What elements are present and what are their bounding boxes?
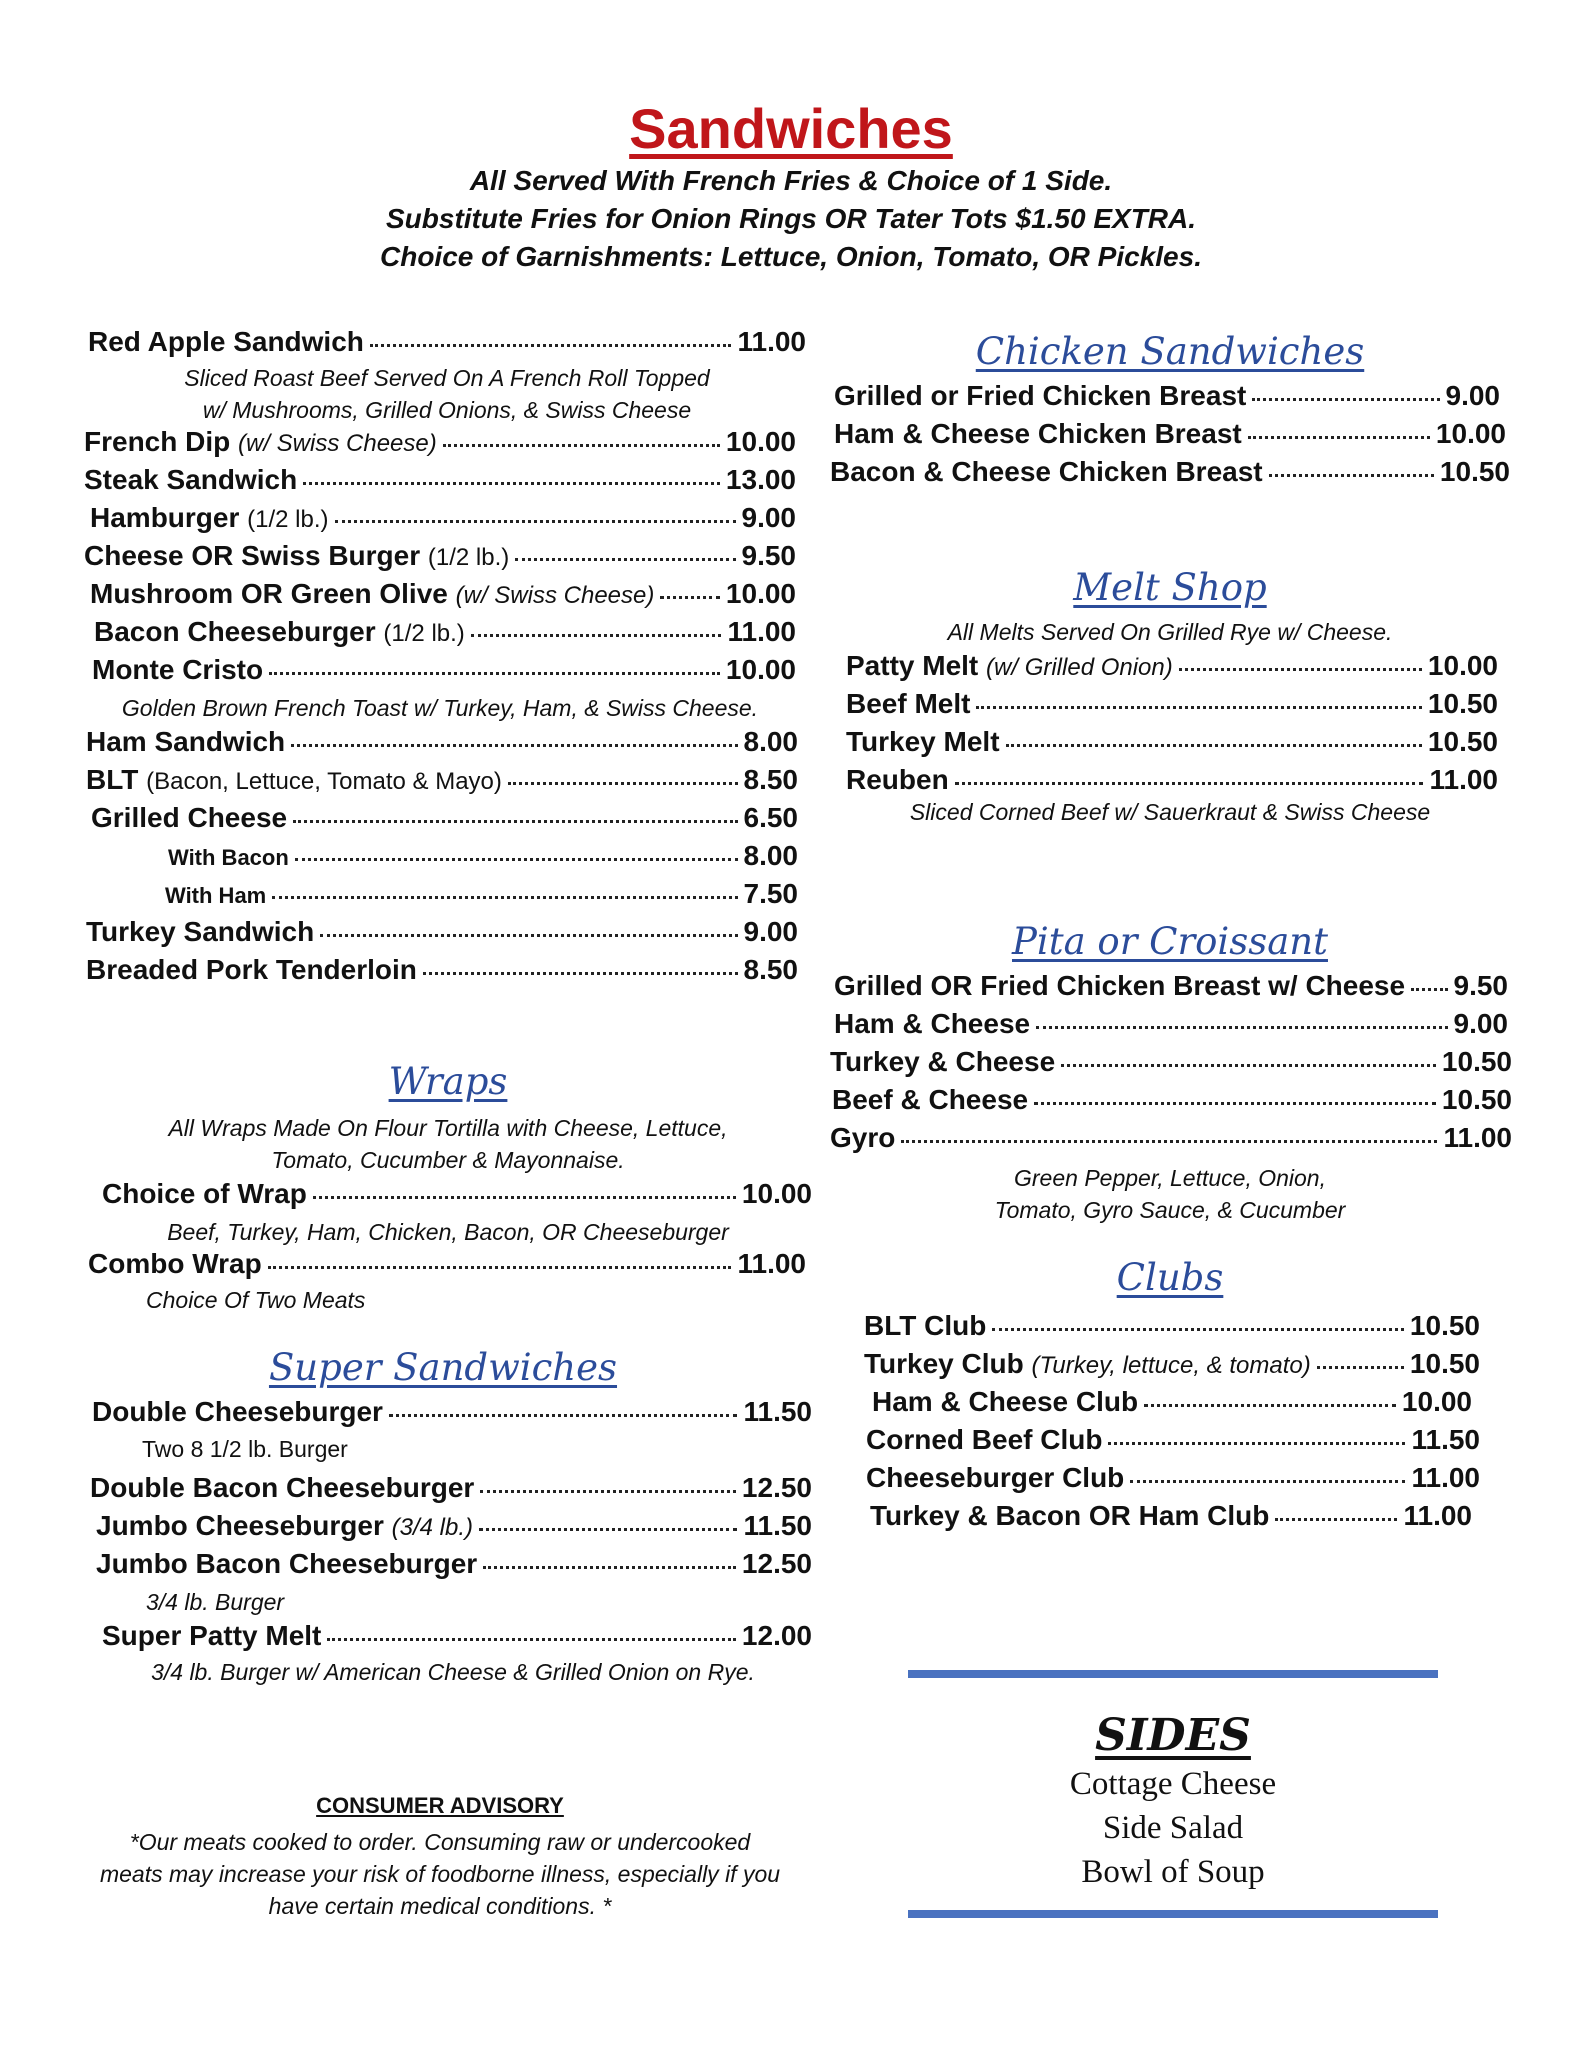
item-name: Grilled Cheese — [91, 802, 288, 833]
sides-list — [908, 1766, 1438, 1898]
advisory-line-1: *Our meats cooked to order. Consuming raw or undercooked — [129, 1829, 751, 1855]
item-price: 8.00 — [743, 840, 798, 871]
item-price: 11.00 — [1403, 1500, 1472, 1531]
wraps-list — [102, 1178, 812, 1216]
wraps-list-2 — [88, 1248, 806, 1286]
section-description: Tomato, Cucumber & Mayonnaise. — [271, 1147, 625, 1173]
item-price: 10.50 — [1441, 1046, 1512, 1077]
section-heading-clubs: Clubs — [1116, 1256, 1224, 1299]
item-name: Grilled OR Fried Chicken Breast w/ Cheese — [834, 970, 1406, 1001]
item-price: 8.00 — [743, 726, 798, 757]
menu-item-bacon-cheese-chicken — [830, 456, 1510, 494]
menu-item-pita-ham — [834, 1008, 1508, 1046]
item-price: 7.50 — [743, 878, 798, 909]
leader-dots — [313, 1195, 736, 1199]
item-price: 10.50 — [1409, 1310, 1480, 1341]
item-price: 9.00 — [1445, 380, 1500, 411]
item-description: Golden Brown French Toast w/ Turkey, Ham, & Swiss Cheese. — [121, 695, 759, 721]
leader-dots — [660, 595, 720, 599]
leader-dots — [1179, 667, 1422, 671]
leader-dots — [1252, 397, 1439, 401]
item-note: (1/2 lb.) — [247, 506, 329, 533]
menu-item-steak — [84, 464, 796, 502]
menu-item-mushroom-olive — [90, 578, 796, 616]
item-description: 3/4 lb. Burger w/ American Cheese & Grilled Onion on Rye. — [151, 1659, 755, 1685]
item-note: (w/ Swiss Cheese) — [455, 582, 655, 609]
chicken-list — [830, 380, 1510, 494]
menu-item-pork-tenderloin — [86, 954, 798, 992]
menu-item-blt — [86, 764, 798, 802]
item-name: Ham & Cheese Chicken Breast — [834, 418, 1242, 449]
header-line-1: All Served With French Fries & Choice of 1 Side. — [469, 165, 1113, 196]
item-price: 10.00 — [741, 1178, 812, 1209]
item-price: 12.50 — [741, 1472, 812, 1503]
item-name: Turkey Sandwich — [86, 916, 315, 947]
leader-dots — [1144, 1403, 1396, 1407]
leader-dots — [327, 1637, 736, 1641]
section-heading-wraps: Wraps — [388, 1060, 508, 1103]
item-description: w/ Mushrooms, Grilled Onions, & Swiss Cheese — [202, 397, 692, 423]
section-heading-pita: Pita or Croissant — [1012, 920, 1328, 963]
leader-dots — [269, 671, 720, 675]
item-price: 11.00 — [737, 326, 806, 357]
leader-dots — [976, 705, 1421, 709]
item-price: 11.50 — [1411, 1424, 1480, 1455]
side-item: Side Salad — [1102, 1810, 1244, 1846]
item-name: Ham Sandwich — [86, 726, 286, 757]
item-price: 10.50 — [1441, 1084, 1512, 1115]
menu-item-beef-melt — [846, 688, 1498, 726]
item-price: 10.50 — [1439, 456, 1510, 487]
item-name: Double Cheeseburger — [92, 1396, 383, 1427]
section-heading-melt-shop: Melt Shop — [1073, 566, 1267, 609]
super-list — [92, 1396, 812, 1434]
item-price: 8.50 — [743, 764, 798, 795]
leader-dots — [423, 971, 738, 975]
item-price: 11.00 — [1411, 1462, 1480, 1493]
item-name: Cheese OR Swiss Burger — [84, 540, 421, 571]
item-name: Beef & Cheese — [832, 1084, 1029, 1115]
leader-dots — [479, 1527, 737, 1531]
advisory-line-2: meats may increase your risk of foodborne illness, especially if you — [99, 1861, 781, 1887]
menu-item-jumbo-cheeseburger — [96, 1510, 812, 1548]
leader-dots — [1130, 1479, 1405, 1483]
leader-dots — [443, 443, 720, 447]
leader-dots — [1248, 435, 1430, 439]
item-name: Breaded Pork Tenderloin — [86, 954, 417, 985]
item-price: 11.50 — [743, 1510, 812, 1541]
item-name: Turkey & Cheese — [830, 1046, 1056, 1077]
item-name: Patty Melt — [846, 650, 979, 681]
item-description: Sliced Corned Beef w/ Sauerkraut & Swiss Cheese — [909, 799, 1431, 825]
item-price: 10.00 — [725, 654, 796, 685]
sides-title: SIDES — [1095, 1710, 1251, 1761]
page-title: Sandwiches — [629, 97, 953, 160]
pita-list — [830, 970, 1512, 1160]
item-name: Corned Beef Club — [866, 1424, 1103, 1455]
menu-item-ham-cheese-chicken — [834, 418, 1506, 456]
item-price: 10.00 — [1435, 418, 1506, 449]
leader-dots — [955, 781, 1424, 785]
menu-item-red-apple — [88, 326, 806, 364]
item-description: Tomato, Gyro Sauce, & Cucumber — [994, 1197, 1346, 1223]
item-name: Turkey Club — [864, 1348, 1024, 1379]
menu-item-bacon-cheeseburger — [94, 616, 796, 654]
item-price: 10.00 — [725, 426, 796, 457]
section-description: All Melts Served On Grilled Rye w/ Cheese. — [947, 619, 1393, 645]
menu-item-gyro — [830, 1122, 1512, 1160]
item-name: Beef Melt — [846, 688, 971, 719]
item-description: Two 8 1/2 lb. Burger — [142, 1436, 348, 1462]
menu-item-pita-chicken — [834, 970, 1508, 1008]
item-name: Jumbo Cheeseburger — [96, 1510, 384, 1541]
leader-dots — [508, 781, 738, 785]
sides-top-rule — [908, 1670, 1438, 1678]
menu-item-grilled-cheese — [91, 802, 798, 840]
item-price: 10.00 — [1401, 1386, 1472, 1417]
menu-item-turkey — [86, 916, 798, 954]
item-price: 9.00 — [743, 916, 798, 947]
leader-dots — [1108, 1441, 1405, 1445]
menu-item-choice-of-wrap — [102, 1178, 812, 1216]
menu-item-patty-melt — [846, 650, 1498, 688]
leader-dots — [992, 1327, 1404, 1331]
item-name: Bacon & Cheese Chicken Breast — [830, 456, 1263, 487]
menu-item-cheese-burger — [84, 540, 796, 578]
item-note: (w/ Grilled Onion) — [986, 654, 1173, 681]
item-note: (w/ Swiss Cheese) — [238, 430, 437, 457]
sandwiches-list-2 — [84, 426, 796, 692]
menu-item-turkey-club — [864, 1348, 1480, 1386]
item-price: 11.00 — [1443, 1122, 1512, 1153]
leader-dots — [320, 933, 737, 937]
leader-dots — [480, 1489, 736, 1493]
menu-item-blt-club — [864, 1310, 1480, 1348]
leader-dots — [1317, 1365, 1404, 1369]
leader-dots — [1269, 473, 1434, 477]
leader-dots — [901, 1139, 1437, 1143]
item-description: Sliced Roast Beef Served On A French Roll Topped — [184, 365, 710, 391]
section-heading-super-sandwiches: Super Sandwiches — [268, 1346, 618, 1389]
leader-dots — [1036, 1025, 1447, 1029]
melt-list — [846, 650, 1498, 802]
leader-dots — [1034, 1101, 1436, 1105]
item-note: (Bacon, Lettuce, Tomato & Mayo) — [146, 768, 502, 795]
menu-item-turkey-bacon-club — [870, 1500, 1472, 1538]
leader-dots — [291, 743, 737, 747]
header-line-3: Choice of Garnishments: Lettuce, Onion, Tomato, OR Pickles. — [380, 241, 1202, 272]
item-note: (1/2 lb.) — [427, 544, 510, 571]
item-name: Choice of Wrap — [102, 1178, 307, 1209]
super-list-3 — [102, 1620, 812, 1658]
menu-item-pita-beef — [832, 1084, 1512, 1122]
item-price: 11.00 — [727, 616, 796, 647]
item-name: Hamburger — [90, 502, 240, 533]
item-name: Reuben — [846, 764, 949, 795]
menu-item-monte-cristo — [92, 654, 796, 692]
menu-item-with-bacon — [168, 840, 798, 878]
menu-item-pita-turkey — [830, 1046, 1512, 1084]
menu-item-ham-cheese-club — [872, 1386, 1472, 1424]
item-price: 12.00 — [741, 1620, 812, 1651]
item-price: 10.50 — [1427, 726, 1498, 757]
clubs-list — [864, 1310, 1480, 1538]
leader-dots — [295, 857, 738, 861]
item-name: Steak Sandwich — [84, 464, 298, 495]
leader-dots — [1411, 987, 1447, 991]
leader-dots — [268, 1265, 732, 1269]
item-name: Grilled or Fried Chicken Breast — [834, 380, 1247, 411]
menu-item-cheeseburger-club — [866, 1462, 1480, 1500]
item-price: 10.00 — [1427, 650, 1498, 681]
item-price: 9.00 — [1453, 1008, 1508, 1039]
advisory-line-3: have certain medical conditions. * — [268, 1893, 612, 1919]
menu-item-french-dip — [84, 426, 796, 464]
item-price: 10.50 — [1409, 1348, 1480, 1379]
item-price: 11.00 — [1429, 764, 1498, 795]
item-name: With Ham — [165, 883, 267, 908]
sides-bottom-rule — [908, 1910, 1438, 1918]
item-name: Red Apple Sandwich — [88, 326, 364, 357]
item-name: Monte Cristo — [92, 654, 264, 685]
leader-dots — [389, 1413, 738, 1417]
leader-dots — [1061, 1063, 1436, 1067]
item-name: With Bacon — [168, 845, 289, 870]
menu-item-double-cheeseburger — [92, 1396, 812, 1434]
item-note: (3/4 lb.) — [391, 1514, 474, 1541]
item-name: Cheeseburger Club — [866, 1462, 1125, 1493]
item-price: 9.50 — [1453, 970, 1508, 1001]
item-name: Jumbo Bacon Cheeseburger — [96, 1548, 478, 1579]
item-price: 8.50 — [743, 954, 798, 985]
item-price: 12.50 — [741, 1548, 812, 1579]
item-name: Combo Wrap — [88, 1248, 262, 1279]
item-name: Turkey Melt — [846, 726, 1000, 757]
item-name: Double Bacon Cheeseburger — [90, 1472, 475, 1503]
item-price: 6.50 — [743, 802, 798, 833]
item-description: Beef, Turkey, Ham, Chicken, Bacon, OR Cheeseburger — [167, 1219, 729, 1245]
menu-item-turkey-melt — [846, 726, 1498, 764]
side-item: Cottage Cheese — [1069, 1766, 1277, 1802]
leader-dots — [272, 895, 737, 899]
item-price: 11.50 — [743, 1396, 812, 1427]
side-item: Bowl of Soup — [1081, 1854, 1265, 1890]
menu-item-grilled-fried-chicken — [834, 380, 1500, 418]
header-line-2: Substitute Fries for Onion Rings OR Tater Tots $1.50 EXTRA. — [385, 203, 1197, 234]
leader-dots — [515, 557, 735, 561]
item-name: Gyro — [830, 1122, 896, 1153]
item-price: 10.50 — [1427, 688, 1498, 719]
item-price: 9.00 — [741, 502, 796, 533]
item-name: Turkey & Bacon OR Ham Club — [870, 1500, 1270, 1531]
menu-item-hamburger — [90, 502, 796, 540]
leader-dots — [303, 481, 720, 485]
leader-dots — [483, 1565, 736, 1569]
section-heading-chicken: Chicken Sandwiches — [975, 330, 1365, 373]
menu-item-combo-wrap — [88, 1248, 806, 1286]
item-note: (1/2 lb.) — [383, 620, 465, 647]
item-price: 10.00 — [725, 578, 796, 609]
item-name: Mushroom OR Green Olive — [90, 578, 448, 609]
leader-dots — [1275, 1517, 1397, 1521]
leader-dots — [293, 819, 737, 823]
menu-item-corned-beef-club — [866, 1424, 1480, 1462]
item-price: 13.00 — [725, 464, 796, 495]
item-price: 11.00 — [737, 1248, 806, 1279]
super-list-2 — [90, 1472, 812, 1586]
item-price: 9.50 — [741, 540, 796, 571]
item-name: Super Patty Melt — [102, 1620, 322, 1651]
item-description: 3/4 lb. Burger — [146, 1589, 285, 1615]
item-note: (Turkey, lettuce, & tomato) — [1031, 1352, 1311, 1379]
leader-dots — [370, 343, 732, 347]
menu-item-jumbo-bacon-cheeseburger — [96, 1548, 812, 1586]
item-name: BLT Club — [864, 1310, 987, 1341]
section-description: All Wraps Made On Flour Tortilla with Cheese, Lettuce, — [168, 1115, 728, 1141]
menu-item-with-ham — [165, 878, 798, 916]
menu-item-super-patty-melt — [102, 1620, 812, 1658]
leader-dots — [1006, 743, 1422, 747]
leader-dots — [335, 519, 736, 523]
menu-item-double-bacon-cheeseburger — [90, 1472, 812, 1510]
item-name: French Dip — [84, 426, 231, 457]
item-name: Bacon Cheeseburger — [94, 616, 376, 647]
item-description: Green Pepper, Lettuce, Onion, — [1014, 1165, 1326, 1191]
leader-dots — [471, 633, 722, 637]
item-name: BLT — [86, 764, 139, 795]
item-description: Choice Of Two Meats — [146, 1287, 366, 1313]
item-name: Ham & Cheese — [834, 1008, 1031, 1039]
advisory-title: CONSUMER ADVISORY — [316, 1793, 564, 1818]
sandwiches-list — [88, 326, 806, 364]
sandwiches-list-3 — [86, 726, 798, 992]
menu-item-ham — [86, 726, 798, 764]
item-name: Ham & Cheese Club — [872, 1386, 1139, 1417]
